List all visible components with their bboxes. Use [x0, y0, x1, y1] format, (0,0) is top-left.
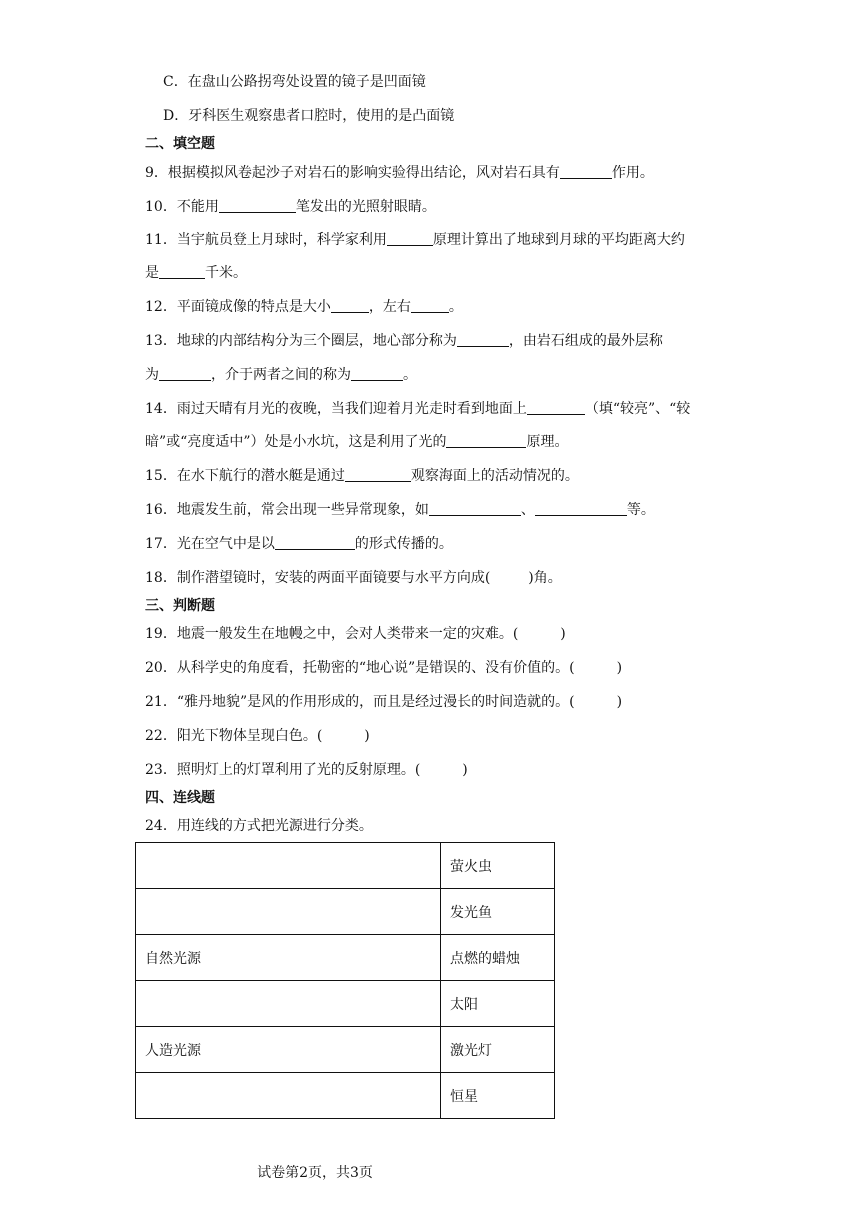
right-cell: 点燃的蜡烛 [441, 935, 555, 981]
answer-blank [527, 400, 585, 415]
question-13-line1 [145, 331, 663, 351]
paren-close: ) [560, 626, 566, 642]
q13-text-cont: 为 [145, 367, 159, 383]
q13-text-mid2: ，介于两者之间的称为 [211, 367, 351, 383]
question-20 [145, 658, 622, 678]
q10-text-end: 笔发出的光照射眼睛。 [295, 199, 436, 215]
section-fill-heading: 二、填空题 [145, 136, 215, 152]
left-cell [136, 843, 441, 889]
q11-text-cont: 是 [145, 265, 159, 281]
left-cell [136, 889, 441, 935]
q15-text: 15．在水下航行的潜水艇是通过 [145, 468, 345, 484]
question-23 [145, 760, 468, 780]
answer-blank [387, 231, 433, 246]
option-d: D．牙科医生观察患者口腔时，使用的是凸面镜 [163, 108, 455, 124]
q18-text: 18．制作潜望镜时，安装的两面平面镜要与水平方向成( [145, 570, 491, 586]
q10-text: 10．不能用 [145, 199, 219, 215]
q9-text: 9．根据模拟风卷起沙子对岩石的影响实验得出结论，风对岩石具有 [145, 165, 560, 181]
answer-blank [331, 298, 369, 313]
question-10 [145, 197, 436, 217]
table-row [136, 889, 555, 935]
question-19 [145, 624, 566, 644]
q11-text-mid: 原理计算出了地球到月球的平均距离大约 [432, 232, 685, 248]
answer-blank [345, 467, 411, 482]
q23-text: 23．照明灯上的灯罩利用了光的反射原理。( [145, 762, 421, 778]
right-cell: 激光灯 [441, 1027, 555, 1073]
q19-text: 19．地震一般发生在地幔之中，会对人类带来一定的灾难。( [145, 626, 519, 642]
q12-text: 12．平面镜成像的特点是大小 [145, 299, 331, 315]
answer-blank [457, 332, 509, 347]
table-row [136, 1027, 555, 1073]
q20-text: 20．从科学史的角度看，托勒密的“地心说”是错误的、没有价值的。( [145, 660, 575, 676]
page-footer: 试卷第2页，共3页 [257, 1165, 373, 1181]
answer-blank [446, 433, 526, 448]
paren-close: ) [364, 728, 370, 744]
q14-text: 14．雨过天晴有月光的夜晚，当我们迎着月光走时看到地面上 [145, 401, 527, 417]
question-15 [145, 466, 579, 486]
q22-text: 22．阳光下物体呈现白色。( [145, 728, 323, 744]
answer-blank [535, 501, 627, 516]
paren-close: ) [462, 762, 468, 778]
answer-blank [411, 298, 449, 313]
answer-blank [219, 198, 296, 213]
q12-text-end: 。 [448, 299, 463, 315]
table-row [136, 843, 555, 889]
question-24: 24．用连线的方式把光源进行分类。 [145, 818, 373, 834]
q21-text: 21．“雅丹地貌”是风的作用形成的，而且是经过漫长的时间造就的。( [145, 694, 575, 710]
q12-text-mid: ，左右 [368, 299, 411, 315]
q17-text: 17．光在空气中是以 [145, 536, 275, 552]
q9-text-end: 作用。 [611, 165, 654, 181]
question-9 [145, 163, 654, 183]
table-row [136, 1073, 555, 1119]
table-row [136, 935, 555, 981]
question-22 [145, 726, 370, 746]
question-14-line1 [145, 399, 690, 419]
answer-blank [429, 501, 521, 516]
answer-blank [560, 164, 612, 179]
left-cell [136, 981, 441, 1027]
question-16 [145, 500, 655, 520]
q15-text-end: 观察海面上的活动情况的。 [410, 468, 579, 484]
question-17 [145, 534, 453, 554]
answer-blank [275, 535, 355, 550]
left-cell: 人造光源 [136, 1027, 441, 1073]
left-cell [136, 1073, 441, 1119]
question-14-line2 [145, 432, 568, 452]
question-11-line2 [145, 263, 247, 283]
q14-text-end: 原理。 [526, 434, 569, 450]
q13-text: 13．地球的内部结构分为三个圈层，地心部分称为 [145, 333, 457, 349]
right-cell: 太阳 [441, 981, 555, 1027]
paren-close: ) [616, 694, 623, 710]
q13-text-end: 。 [403, 367, 417, 383]
question-21 [145, 692, 622, 712]
paren-close: ) [616, 660, 623, 676]
question-11-line1 [145, 230, 685, 250]
q17-text-end: 的形式传播的。 [354, 536, 453, 552]
q16-text: 16．地震发生前，常会出现一些异常现象，如 [145, 502, 429, 518]
q16-text-mid: 、 [520, 502, 535, 518]
table-row [136, 981, 555, 1027]
q18-text-end: )角。 [528, 570, 562, 586]
answer-blank [159, 264, 205, 279]
left-cell: 自然光源 [136, 935, 441, 981]
q11-text: 11．当宇航员登上月球时，科学家利用 [145, 232, 387, 248]
right-cell: 萤火虫 [441, 843, 555, 889]
right-cell: 发光鱼 [441, 889, 555, 935]
q13-text-mid: ，由岩石组成的最外层称 [508, 333, 663, 349]
right-cell: 恒星 [441, 1073, 555, 1119]
matching-table [135, 842, 555, 1119]
question-13-line2 [145, 365, 417, 385]
section-judge-heading: 三、判断题 [145, 598, 215, 614]
question-18 [145, 568, 562, 588]
question-12 [145, 297, 463, 317]
q16-text-end: 等。 [626, 502, 655, 518]
answer-blank [159, 366, 211, 381]
option-c: C．在盘山公路拐弯处设置的镜子是凹面镜 [163, 74, 426, 90]
answer-blank [351, 366, 403, 381]
section-match-heading: 四、连线题 [145, 790, 215, 806]
q14-text-mid: （填“较亮”、“较 [584, 401, 691, 417]
q14-text-cont: 暗”或“亮度适中”）处是小水坑，这是利用了光的 [145, 434, 447, 450]
q11-text-end: 千米。 [205, 265, 247, 281]
